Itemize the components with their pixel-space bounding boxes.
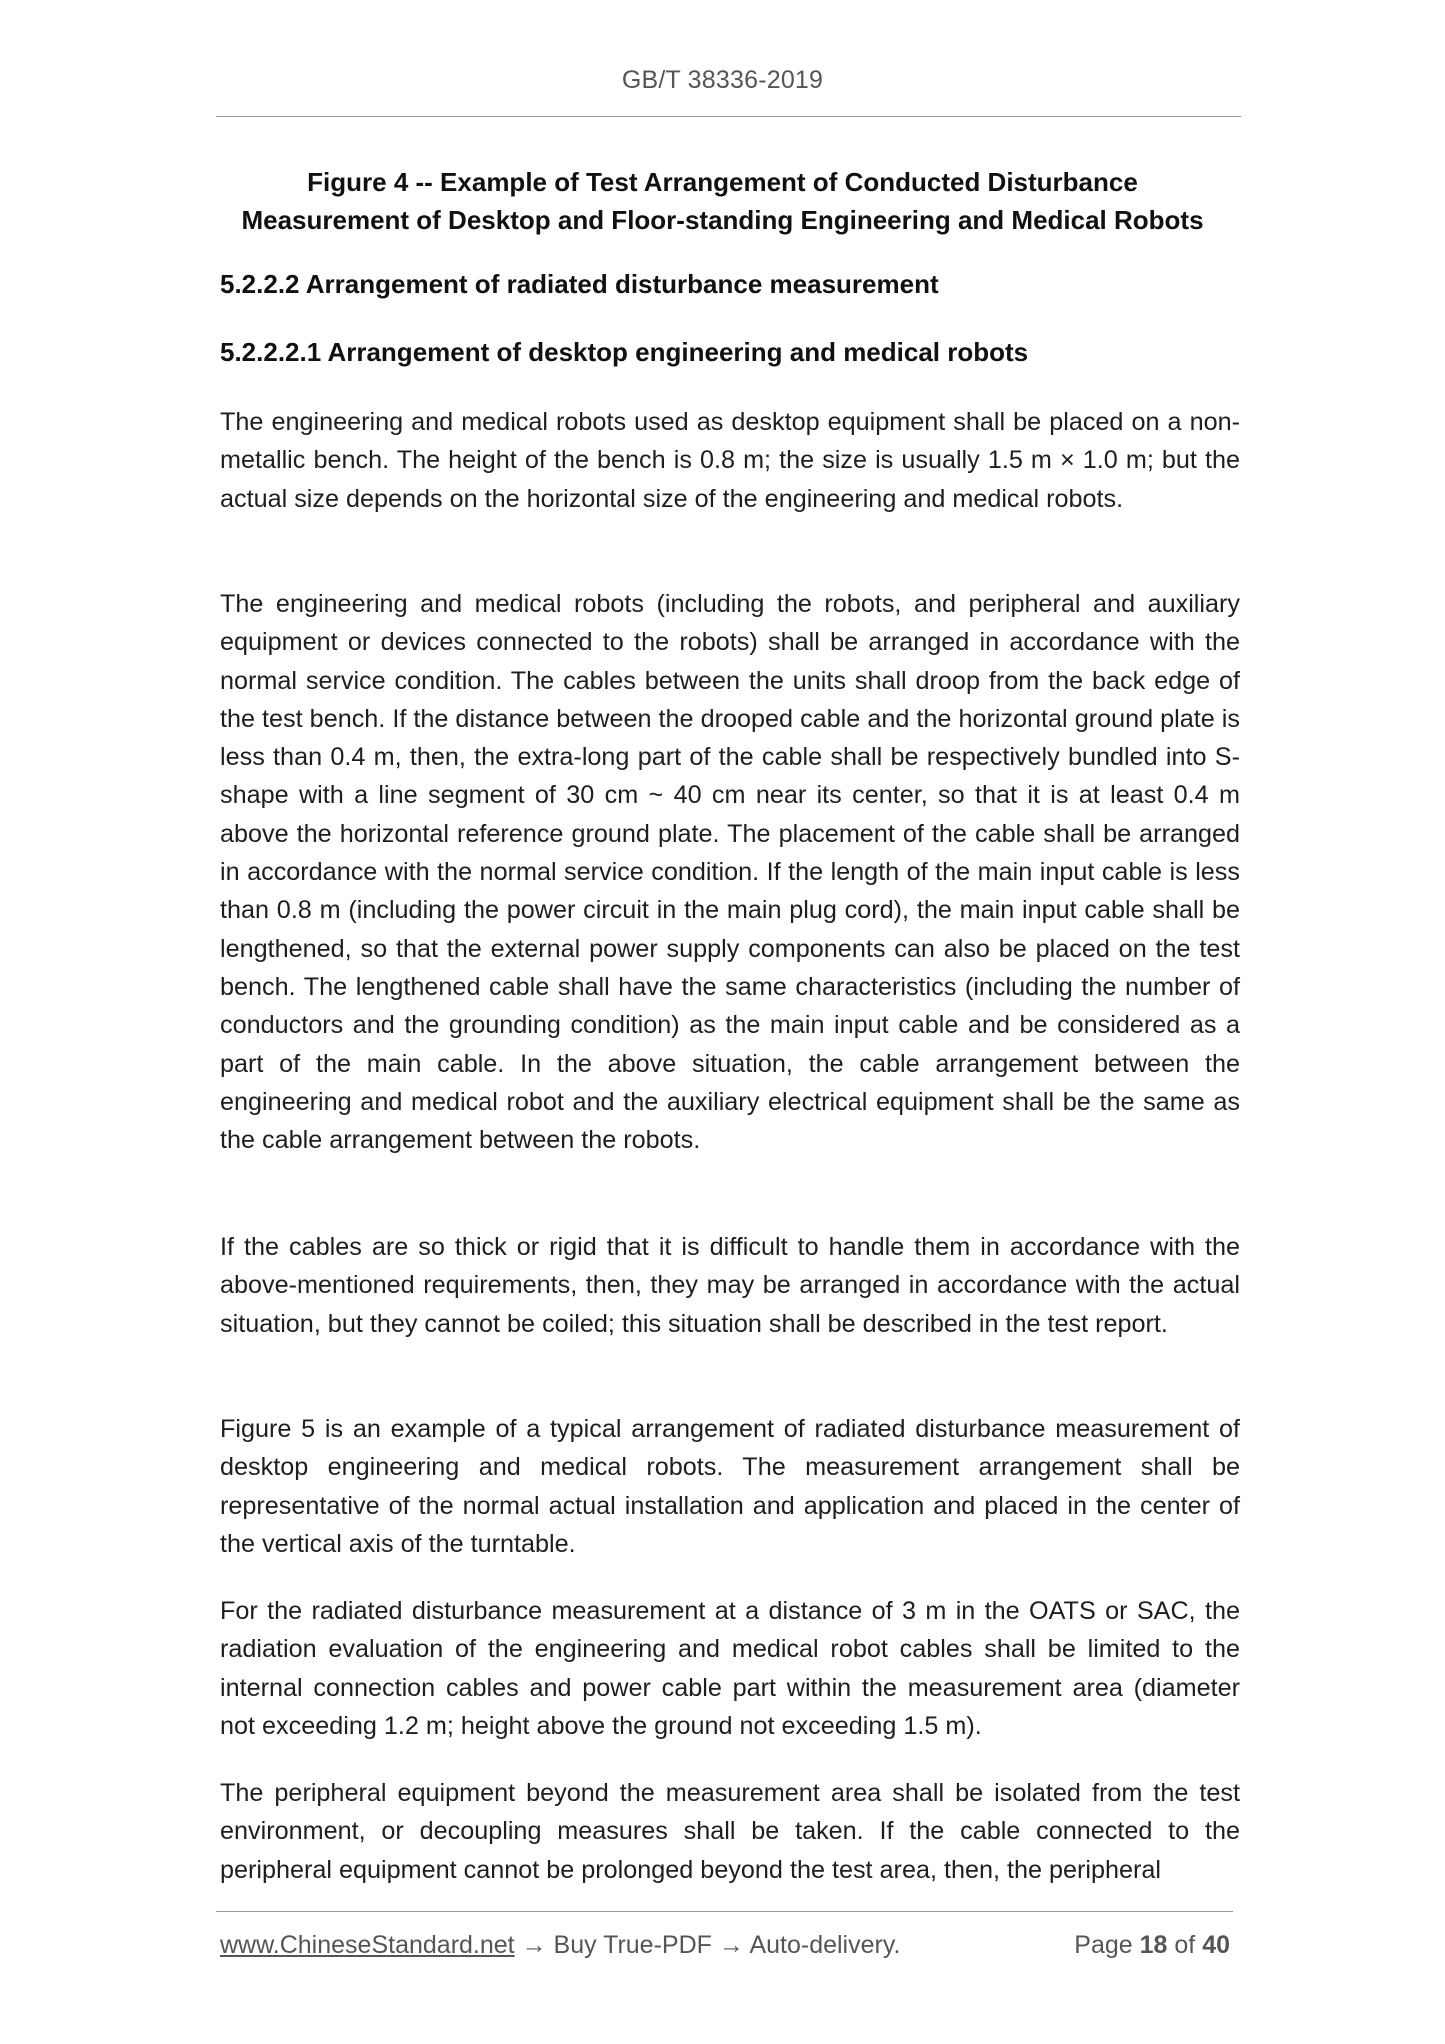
paragraph-figure-5-reference: Figure 5 is an example of a typical arrangement of radiated disturbance measurement of desktop engineering and medical robots. The measurement arrangement shall be representative of the normal actual installation and application and placed in the center of the vertical axis of the turntable. <box>220 1415 1240 1558</box>
footer-promo <box>220 1931 900 1960</box>
paragraph-cable-arrangement: The engineering and medical robots (including the robots, and peripheral and auxiliary equipment or devices connected to the robots) shall be arranged in accordance with the normal service condition. The cables between the units shall droop from the back edge of the test bench. If the distance between the drooped cable and the horizontal ground plate is less than 0.4 m, then, the extra-long part of the cable shall be respectively bundled into S-shape with a line segment of 30 cm ~ 40 cm near its center, so that it is at least 0.4 m above the horizontal reference ground plate. The placement of the cable shall be arranged in accordance with the normal service condition. If the length of the main input cable is less than 0.8 m (including the power circuit in the main plug cord), the main input cable shall be lengthened, so that the external power supply components can also be placed on the test bench. The lengthened cable shall have the same characteristics (including the number of conductors and the grounding condition) as the main input cable and be considered as a part of the main cable. In the above situation, the cable arrangement between the engineering and medical robot and the auxiliary electrical equipment shall be the same as the cable arrangement between the robots. <box>220 590 1240 1155</box>
arrow-right-icon: → <box>521 1931 547 1959</box>
document-id-header: GB/T 38336-2019 <box>621 66 824 94</box>
figure-caption-line-2: Measurement of Desktop and Floor-standing Engineering and Medical Robots <box>241 205 1204 235</box>
auto-delivery-text: Auto-delivery. <box>749 1931 901 1959</box>
figure-caption-line-1: Figure 4 -- Example of Test Arrangement of Conducted Disturbance <box>307 167 1138 197</box>
paragraph-peripheral-equipment: The peripheral equipment beyond the measurement area shall be isolated from the test environment, or decoupling measures shall be taken. If the cable connected to the peripheral equipment cannot be prolonged beyond the test area, then, the peripheral <box>220 1779 1240 1884</box>
paragraph-radiation-evaluation: For the radiated disturbance measurement at a distance of 3 m in the OATS or SAC, the radiation evaluation of the engineering and medical robot cables shall be limited to the internal connection cables and power cable part within the measurement area (diameter not exceeding 1.2 m; height above the ground not exceeding 1.5 m). <box>220 1597 1240 1740</box>
page-footer <box>220 1931 1230 1967</box>
paragraph-thick-cables: If the cables are so thick or rigid that it is difficult to handle them in accordance with the above-mentioned requirements, then, they may be arranged in accordance with the actual situation, but they cannot be coiled; this situation shall be described in the test report. <box>220 1233 1240 1338</box>
buy-pdf-text: Buy True-PDF <box>553 1931 712 1959</box>
section-heading-5-2-2-2: 5.2.2.2 Arrangement of radiated disturbance measurement <box>220 269 939 299</box>
arrow-right-icon: → <box>718 1931 744 1959</box>
website-link[interactable]: www.ChineseStandard.net <box>220 1931 515 1959</box>
section-heading-5-2-2-2-1: 5.2.2.2.1 Arrangement of desktop engineering and medical robots <box>220 337 1029 367</box>
paragraph-bench-placement: The engineering and medical robots used as desktop equipment shall be placed on a non-metallic bench. The height of the bench is 0.8 m; the size is usually 1.5 m × 1.0 m; but the actual size depends on the horizontal size of the engineering and medical robots. <box>220 408 1240 513</box>
total-pages: 40 <box>1202 1931 1230 1959</box>
page-label: Page <box>1074 1931 1133 1959</box>
of-label: of <box>1174 1931 1196 1959</box>
header-divider <box>216 116 1241 117</box>
page-number: 18 <box>1139 1931 1168 1959</box>
figure-caption <box>200 163 1245 239</box>
page-counter <box>1074 1931 1230 1960</box>
footer-divider <box>216 1911 1233 1912</box>
